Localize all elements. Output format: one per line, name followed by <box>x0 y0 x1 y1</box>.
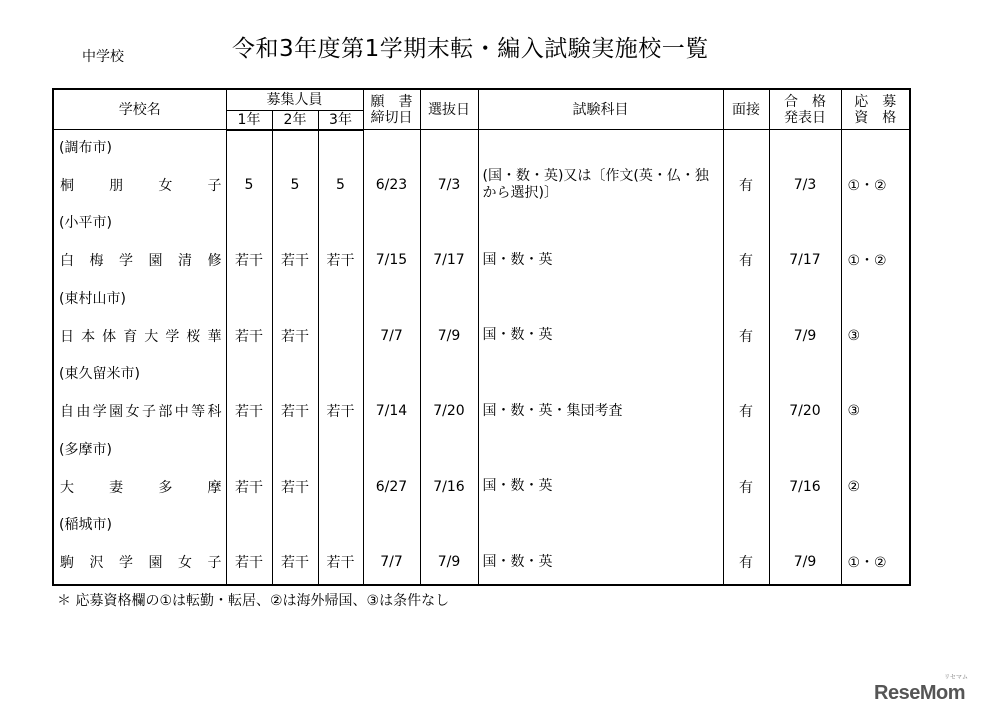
interview: 有 <box>723 163 769 206</box>
result-date: 7/3 <box>769 163 841 206</box>
result-date: 7/20 <box>769 389 841 432</box>
city-name: (東久留米市) <box>53 357 226 389</box>
table-row <box>53 238 910 281</box>
interview: 有 <box>723 238 769 281</box>
exam-schools-table <box>52 88 911 586</box>
eligibility: ①・② <box>841 163 910 206</box>
result-date: 7/9 <box>769 540 841 585</box>
application-deadline: 7/14 <box>363 389 420 432</box>
grade3-count: 若干 <box>318 540 363 585</box>
header-grade1: 1年 <box>226 110 272 129</box>
header-school-name: 学校名 <box>53 89 226 130</box>
application-deadline: 7/7 <box>363 540 420 585</box>
eligibility: ③ <box>841 314 910 357</box>
grade1-count: 若干 <box>226 389 272 432</box>
exam-subjects: 国・数・英 <box>478 314 723 357</box>
grade2-count: 若干 <box>272 465 318 508</box>
city-row <box>53 130 910 163</box>
grade3-count <box>318 465 363 508</box>
eligibility: ①・② <box>841 540 910 585</box>
interview: 有 <box>723 389 769 432</box>
header-row <box>53 89 910 110</box>
school-name: 自由学園女子部中等科 <box>53 389 226 432</box>
table-row <box>53 465 910 508</box>
header-deadline-line2: 締切日 <box>370 109 413 126</box>
header-grade2: 2年 <box>272 110 318 129</box>
grade3-count: 若干 <box>318 238 363 281</box>
header-grade3: 3年 <box>318 110 363 129</box>
school-level-label: 中学校 <box>82 49 124 65</box>
header-result-line2: 発表日 <box>784 109 826 126</box>
selection-date: 7/16 <box>420 465 478 508</box>
result-date: 7/16 <box>769 465 841 508</box>
header-selection-date: 選抜日 <box>420 89 478 130</box>
school-name: 桐朋女子 <box>53 163 226 206</box>
eligibility: ③ <box>841 389 910 432</box>
city-name: (多摩市) <box>53 433 226 465</box>
header-recruit: 募集人員 <box>226 89 363 110</box>
grade2-count: 若干 <box>272 540 318 585</box>
city-row <box>53 206 910 238</box>
city-row <box>53 508 910 540</box>
selection-date: 7/3 <box>420 163 478 206</box>
grade3-count: 若干 <box>318 389 363 432</box>
grade1-count: 若干 <box>226 465 272 508</box>
selection-date: 7/9 <box>420 540 478 585</box>
header-eligibility <box>841 89 910 130</box>
grade1-count: 5 <box>226 163 272 206</box>
city-row <box>53 357 910 389</box>
application-deadline: 7/15 <box>363 238 420 281</box>
grade2-count: 5 <box>272 163 318 206</box>
application-deadline: 6/23 <box>363 163 420 206</box>
table-row <box>53 540 910 585</box>
exam-subjects: 国・数・英 <box>478 465 723 508</box>
grade2-count: 若干 <box>272 389 318 432</box>
header-result-date <box>769 89 841 130</box>
grade1-count: 若干 <box>226 540 272 585</box>
grade2-count: 若干 <box>272 314 318 357</box>
school-name: 日本体育大学桜華 <box>53 314 226 357</box>
interview: 有 <box>723 465 769 508</box>
header-eligibility-line1: 応 募 <box>854 93 897 110</box>
city-row <box>53 433 910 465</box>
exam-subjects: 国・数・英 <box>478 238 723 281</box>
selection-date: 7/20 <box>420 389 478 432</box>
exam-subjects: 国・数・英 <box>478 540 723 585</box>
grade3-count: 5 <box>318 163 363 206</box>
grade2-count: 若干 <box>272 238 318 281</box>
selection-date: 7/9 <box>420 314 478 357</box>
document-title: 令和3年度第1学期末転・編入試験実施校一覧 <box>232 36 709 62</box>
header-eligibility-line2: 資 格 <box>854 109 897 126</box>
exam-subjects: 国・数・英・集団考査 <box>478 389 723 432</box>
city-name: (東村山市) <box>53 282 226 314</box>
city-name: (稲城市) <box>53 508 226 540</box>
application-deadline: 7/7 <box>363 314 420 357</box>
header-subjects: 試験科目 <box>478 89 723 130</box>
table-row <box>53 163 910 206</box>
city-row <box>53 282 910 314</box>
school-name: 大妻多摩 <box>53 465 226 508</box>
school-name: 駒沢学園女子 <box>53 540 226 585</box>
city-name: (小平市) <box>53 206 226 238</box>
resemom-logo-kana: リセマム <box>944 674 968 681</box>
result-date: 7/17 <box>769 238 841 281</box>
resemom-logo: ReseMom <box>874 682 965 704</box>
eligibility: ①・② <box>841 238 910 281</box>
result-date: 7/9 <box>769 314 841 357</box>
header-deadline <box>363 89 420 130</box>
header-deadline-line1: 願 書 <box>370 93 413 110</box>
footnote: ＊ 応募資格欄の①は転勤・転居、②は海外帰国、③は条件なし <box>57 593 450 609</box>
selection-date: 7/17 <box>420 238 478 281</box>
grade1-count: 若干 <box>226 238 272 281</box>
school-name: 白梅学園清修 <box>53 238 226 281</box>
interview: 有 <box>723 540 769 585</box>
header-result-line1: 合 格 <box>784 93 826 110</box>
grade1-count: 若干 <box>226 314 272 357</box>
table-row <box>53 389 910 432</box>
eligibility: ② <box>841 465 910 508</box>
header-interview: 面接 <box>723 89 769 130</box>
interview: 有 <box>723 314 769 357</box>
city-name: (調布市) <box>53 130 226 163</box>
application-deadline: 6/27 <box>363 465 420 508</box>
grade3-count <box>318 314 363 357</box>
exam-subjects: (国・数・英)又は〔作文(英・仏・独から選択)〕 <box>478 163 723 206</box>
table-row <box>53 314 910 357</box>
